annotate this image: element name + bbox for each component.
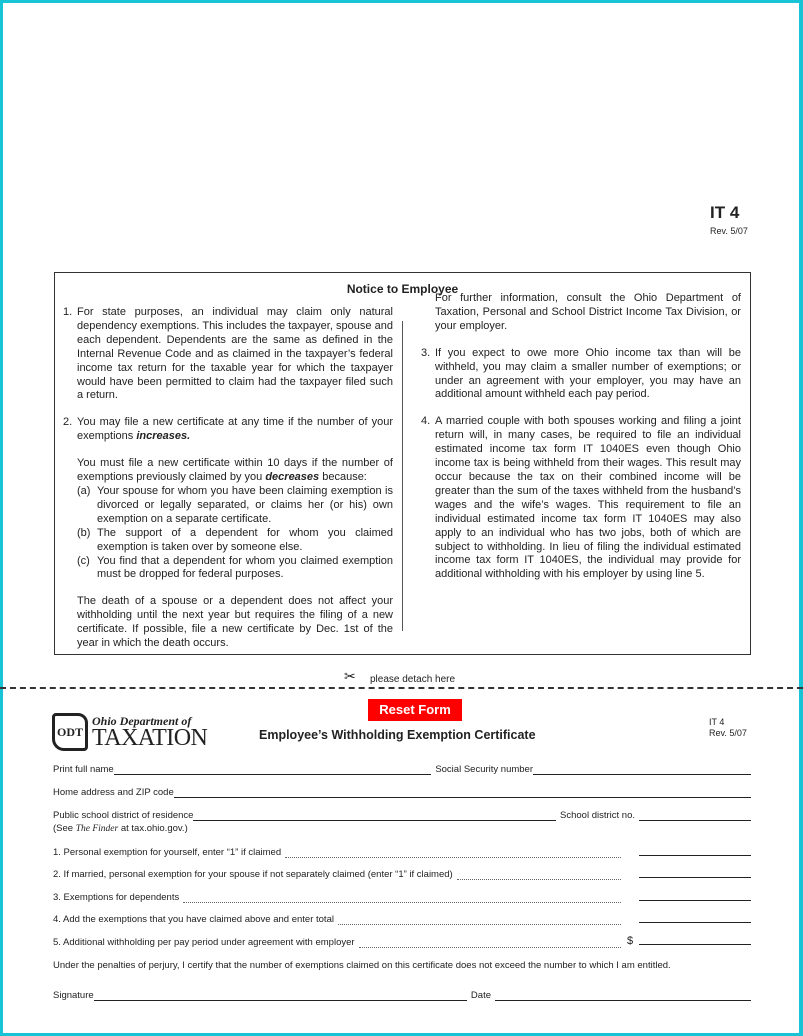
- line2-input[interactable]: [639, 868, 751, 878]
- ssn-input[interactable]: [533, 765, 751, 775]
- notice-text: You must file a new certificate within 10 days if the number of exemptions previously claimed by you: [77, 457, 393, 484]
- line5-label: 5. Additional withholding per pay period under agreement with employer: [53, 937, 355, 948]
- notice-death: The death of a spouse or a dependent does not affect your withholding until the next year but requires the filing of a new certificate. If possible, file a new certificate by Dec. 1st of the year in which the death occurs.: [77, 595, 393, 650]
- see-text: (See: [53, 823, 74, 834]
- logo-line1: Ohio Department of: [92, 714, 192, 728]
- form-id: IT 4: [710, 203, 740, 222]
- line5-input[interactable]: [639, 935, 751, 945]
- notice-box: [54, 272, 751, 655]
- form-rev: [709, 717, 747, 739]
- detach-label: please detach here: [370, 674, 456, 685]
- notice-text: because:: [322, 471, 367, 484]
- school-no-label: School district no.: [560, 810, 635, 821]
- ssn-label: Social Security number: [435, 764, 533, 775]
- notice-item-3: If you expect to owe more Ohio income tax than will be withheld, you may claim a smaller number of exemptions; or under an agreement with your employer, you may have an additional amount withheld each pay period.: [435, 346, 741, 401]
- notice-right-column: For further information, consult the Ohio Department of Taxation, Personal and School District Income Tax Division, or your employer. 3. If you expect to owe more Ohio income tax than will be withheld, you may claim a smaller number of exemptions; or under an agreement with your employer, you may have an additional amount withheld each pay period. 4. A married couple with both spouses working and filing a joint return will, in many cases, be required to file an individual estimated income tax form IT 1040ES even though Ohio income tax is being withheld from their wages. This result may occur because the tax on their combined income will be greater than the sum of the taxes withheld from the husband’s wages and the wife’s wages. This requirement to file an individual estimated income tax form IT 1040ES may also apply to an individual who has two jobs, both of which are subject to withholding. In lieu of filing the individual estimated income tax form IT 1040ES, the individual may provide for additional withholding with his employer by using line 5.: [421, 292, 741, 581]
- scissors-icon: ✂: [344, 668, 356, 684]
- form-revision-small: Rev. 5/07: [709, 728, 747, 738]
- signature-input[interactable]: [94, 991, 467, 1001]
- logo-line2: TAXATION: [92, 725, 208, 751]
- line1-input[interactable]: [639, 846, 751, 856]
- division-name: Personal and School District Income Tax Division: [482, 305, 725, 318]
- notice-sub-c: You find that a dependent for whom you claimed exemption must be dropped for federal purposes.: [97, 554, 393, 581]
- line3-label: 3. Exemptions for dependents: [53, 892, 180, 903]
- notice-left-column: 1. For state purposes, an individual may claim only natural dependency exemptions. This includes the taxpayer, spouse and each dependent. Dependents are the same as defined in the Internal Revenue Code and as claimed in the taxpayer’s federal income tax return for the taxable year for which the taxpayer would have been permitted to claim had the taxpayer filed such a return. 2. You may file a new certificate at any time if the number of your exemptions increases. You must file a new certificate within 10 days if the number of exemptions previously claimed by you decreases because: (a) Your spouse for whom you have been claiming exemption is divorced or legally separated, or claims her (or his) own exemption on a separate certificate. (b) The support of a dependent for whom you claimed exemption is taken over by someone else. (c) You find that a dependent for whom you claimed exemption must be dropped for federal purposes. The death of a spouse or a dependent does not affect your withholding until the next year but requires the filing of a new certificate. If possible, file a new certificate by Dec. 1st of the year in which the death occurs.: [63, 306, 393, 650]
- school-no-input[interactable]: [639, 811, 751, 821]
- notice-text: , or your employer.: [435, 305, 741, 332]
- notice-item-4: A married couple with both spouses working and filing a joint return will, in many cases, be required to file an individual estimated income tax form IT 1040ES even though Ohio income tax is being withheld from their wages. This result may occur because the tax on their combined income will be greater than the sum of the taxes withheld from the husband’s wages and the wife’s wages. This requirement to file an individual estimated income tax form IT 1040ES may also apply to an individual who has two jobs, both of which are subject to withholding. In lieu of filing the individual estimated income tax form IT 1040ES, the individual may provide for additional withholding with his employer by using line 5.: [435, 415, 741, 581]
- emphasis: decreases: [265, 471, 320, 484]
- date-label: Date: [470, 990, 491, 1001]
- finder-name: The Finder: [75, 824, 119, 834]
- see-text: at tax.ohio.gov.): [120, 823, 188, 834]
- line3-input[interactable]: [639, 891, 751, 901]
- ohio-taxation-logo: [52, 713, 207, 751]
- detach-line: [0, 687, 803, 689]
- line2-label: 2. If married, personal exemption for your spouse if not separately claimed (enter “1” if claimed): [53, 869, 453, 880]
- dollar-sign: $: [627, 935, 634, 947]
- form-title: Employee’s Withholding Exemption Certificate: [259, 728, 536, 742]
- line4-input[interactable]: [639, 913, 751, 923]
- notice-sub-a: Your spouse for whom you have been claiming exemption is divorced or legally separated, or claims her (or his) own exemption on a separate certificate.: [97, 484, 393, 525]
- notice-title: Notice to Employee: [346, 282, 459, 296]
- address-input[interactable]: [174, 788, 751, 798]
- name-label: Print full name: [53, 764, 114, 775]
- signature-label: Signature: [53, 990, 94, 1001]
- school-input[interactable]: [193, 811, 556, 821]
- address-label: Home address and ZIP code: [53, 787, 174, 798]
- date-input[interactable]: [495, 991, 751, 1001]
- notice-text: For further information, consult the Ohio Department of Taxation,: [435, 292, 741, 318]
- school-label: Public school district of residence: [53, 810, 194, 821]
- name-input[interactable]: [114, 765, 432, 775]
- perjury-statement: Under the penalties of perjury, I certify that the number of exemptions claimed on this certificate does not exceed the number to which I am entitled.: [53, 960, 671, 971]
- notice-item-2: You may file a new certificate at any time if the number of your exemptions: [77, 416, 393, 443]
- line4-label: 4. Add the exemptions that you have claimed above and enter total: [53, 914, 334, 925]
- ohio-state-icon: ODT: [52, 713, 88, 751]
- line1-label: 1. Personal exemption for yourself, enter “1” if claimed: [53, 847, 282, 858]
- column-divider: [402, 321, 403, 631]
- notice-item-1: For state purposes, an individual may claim only natural dependency exemptions. This includes the taxpayer, spouse and each dependent. Dependents are the same as defined in the Internal Revenue Code and as claimed in the taxpayer’s federal income tax return for the taxable year for which the taxpayer would have been permitted to claim had the taxpayer filed such a return.: [77, 306, 393, 402]
- notice-sub-b: The support of a dependent for whom you claimed exemption is taken over by someone else.: [97, 526, 393, 553]
- emphasis: increases.: [136, 430, 191, 443]
- form-id-small: IT 4: [709, 717, 725, 727]
- reset-form-button[interactable]: Reset Form: [368, 699, 462, 721]
- revision: Rev. 5/07: [710, 226, 748, 236]
